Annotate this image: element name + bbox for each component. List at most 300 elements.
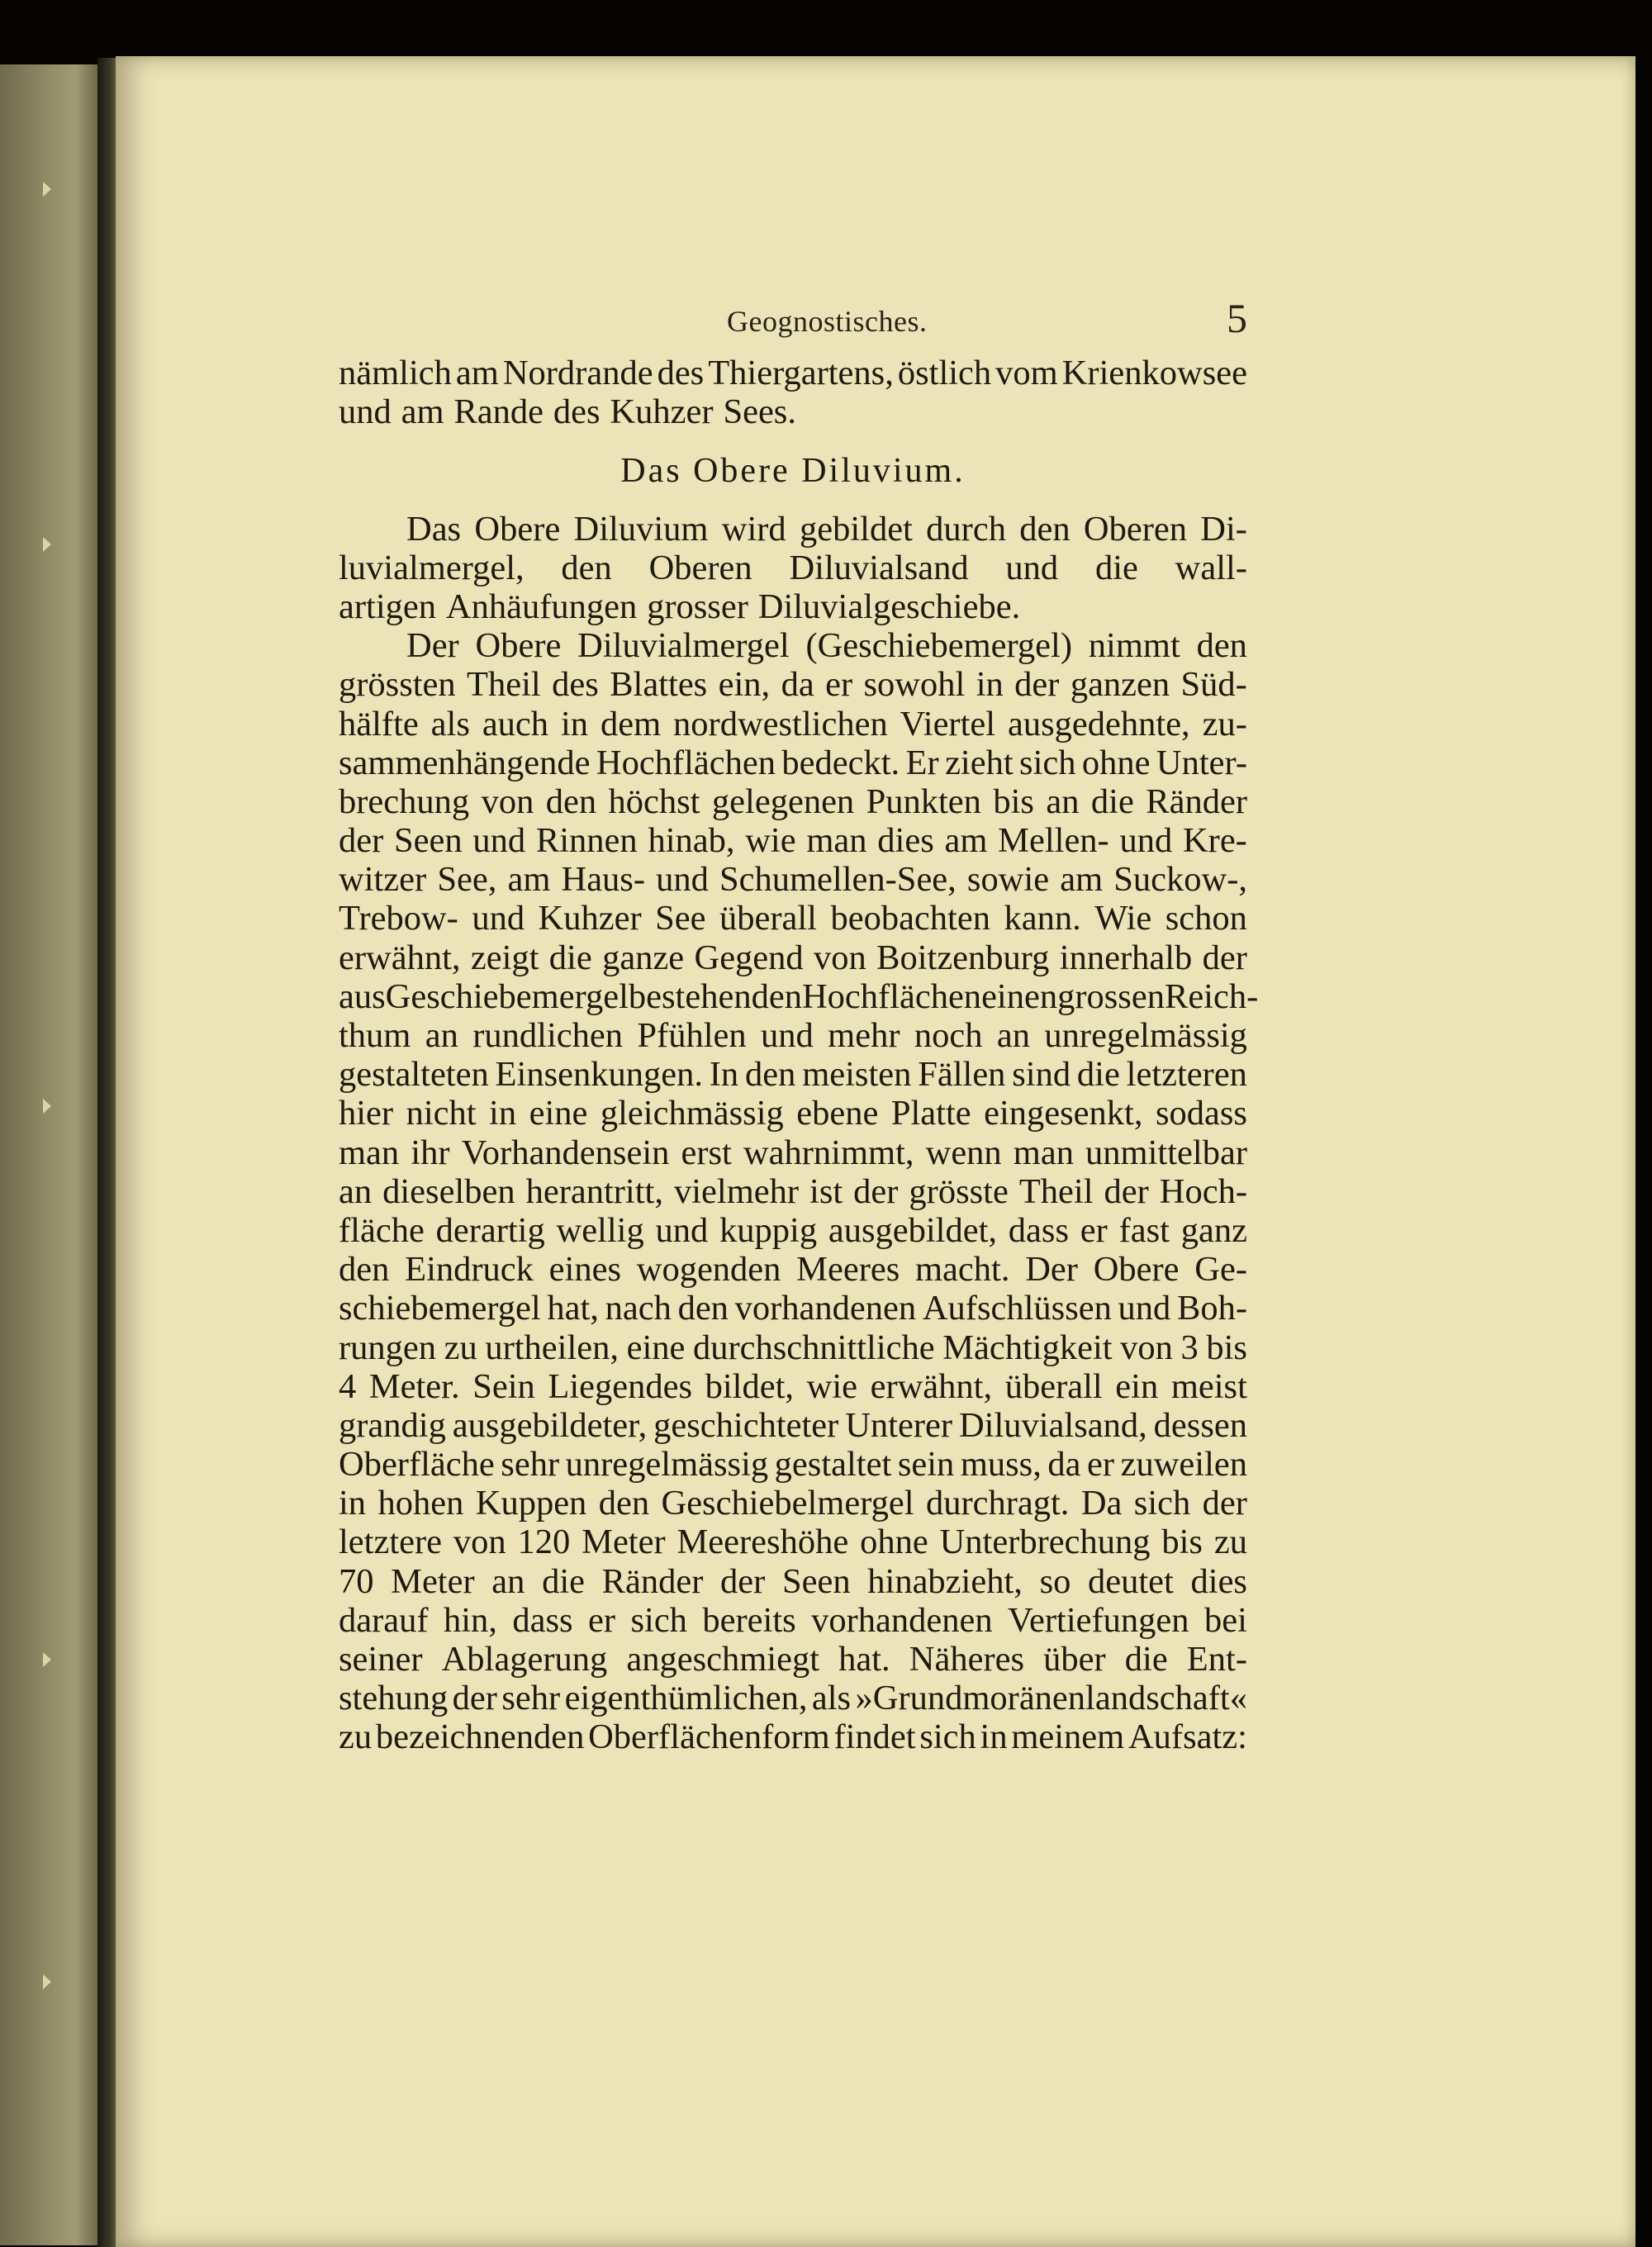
word: Das — [406, 509, 462, 549]
word: und — [472, 899, 525, 938]
word: der — [1014, 665, 1060, 705]
word: Kuppen — [475, 1484, 587, 1523]
word: nach — [605, 1289, 672, 1328]
word: wogenden — [636, 1250, 781, 1290]
word: Vorhandensein — [461, 1133, 670, 1172]
text-line — [339, 549, 1247, 587]
word: wie — [806, 1366, 857, 1406]
word: urtheilen, — [485, 1328, 619, 1367]
word: die — [548, 938, 592, 977]
word: den — [598, 1484, 650, 1523]
word: bezeichnenden — [375, 1717, 585, 1757]
text-line — [339, 1679, 1247, 1717]
word: ganz — [1180, 1210, 1247, 1250]
word: den — [339, 1250, 390, 1290]
word: sind — [1012, 1055, 1071, 1095]
word: Suckow-, — [1113, 860, 1247, 900]
word: Platte — [890, 1094, 971, 1133]
word: durch — [926, 509, 1006, 549]
word: hin, — [443, 1600, 497, 1640]
word: Meter — [582, 1523, 666, 1562]
word: geschichteter — [653, 1405, 839, 1445]
word: ausgebildet, — [828, 1210, 998, 1250]
word: des — [552, 665, 599, 705]
word: und — [339, 392, 392, 432]
word: Thiergartens, — [708, 354, 894, 392]
word: eigenthümlichen, — [564, 1679, 808, 1718]
word: Oberen — [648, 548, 752, 587]
word: erwähnt, — [339, 938, 461, 977]
word: vorhandenen — [811, 1600, 993, 1640]
text-line — [339, 1406, 1247, 1445]
word: sich — [919, 1717, 976, 1757]
text-line — [339, 354, 1247, 392]
word: Ent- — [1186, 1640, 1247, 1679]
word: sowie — [966, 860, 1050, 900]
word: Liegendes — [548, 1366, 693, 1406]
word: Hochflächen — [801, 976, 982, 1016]
word: und — [1118, 1289, 1171, 1328]
word: hinab, — [648, 821, 735, 861]
word: Kre- — [1182, 821, 1247, 861]
word: angeschmiegt — [626, 1640, 820, 1679]
word: eines — [548, 1250, 621, 1290]
word: den — [745, 1055, 796, 1095]
word: Punkten — [866, 781, 981, 821]
text-line — [339, 1367, 1247, 1406]
word: von — [814, 938, 866, 977]
word: man — [1013, 1133, 1074, 1172]
word: und — [1005, 548, 1059, 587]
word: Sees. — [723, 392, 796, 432]
word: Meeres — [796, 1250, 900, 1290]
word: sich — [630, 1600, 687, 1640]
word: Kuhzer — [538, 899, 642, 938]
word: den — [545, 781, 597, 821]
word: den — [1196, 626, 1247, 666]
word: Da — [1080, 1484, 1123, 1523]
word: Diluvialgeschiebe. — [757, 587, 1021, 626]
text-line — [339, 392, 1247, 431]
word: hohen — [377, 1484, 464, 1523]
word: zuweilen — [1120, 1445, 1247, 1485]
word: des — [657, 354, 705, 392]
word: am — [1060, 860, 1104, 900]
word: rungen — [339, 1328, 437, 1367]
word: Unterer — [845, 1405, 953, 1445]
word: Fällen — [918, 1055, 1006, 1095]
word: darauf — [339, 1600, 429, 1640]
text-line — [339, 976, 1259, 1016]
word: durchschnittliche — [692, 1328, 935, 1367]
word: man — [339, 1133, 400, 1172]
word: er — [1080, 1210, 1108, 1250]
word: grandig — [339, 1405, 446, 1445]
word: grosser — [647, 587, 748, 626]
word: Nordrande — [502, 354, 653, 392]
word: grössten — [339, 665, 456, 705]
word: und — [761, 1016, 814, 1055]
word: Rinnen — [535, 821, 638, 861]
word: ohne — [1081, 743, 1151, 782]
paragraph-1 — [339, 510, 1247, 627]
word: innerhalb — [1059, 938, 1193, 977]
word: dass — [512, 1600, 573, 1640]
word: Obere — [475, 626, 562, 666]
word: bestehenden — [628, 976, 802, 1016]
text-line — [339, 1289, 1247, 1328]
word: sammenhängende — [339, 743, 591, 782]
word: die — [1124, 1640, 1168, 1679]
text-line — [339, 1211, 1247, 1250]
text-line — [339, 821, 1247, 860]
word: am — [401, 392, 444, 432]
word: die — [1076, 1055, 1120, 1095]
word: zu — [444, 1328, 477, 1367]
word: nordwestlichen — [673, 704, 888, 743]
word: Mächtigkeit — [942, 1328, 1113, 1367]
word: Hoch- — [1159, 1171, 1247, 1211]
word: See, — [437, 860, 497, 900]
text-line — [339, 1250, 1247, 1289]
word: Sein — [472, 1366, 535, 1406]
word: sein — [897, 1445, 955, 1485]
word: unmittelbar — [1085, 1133, 1247, 1172]
paragraph-2 — [339, 626, 1259, 1757]
word: Geschiebemergel — [385, 976, 629, 1016]
word: Er — [905, 743, 939, 782]
word: hat, — [547, 1289, 599, 1328]
word: witzer — [339, 860, 427, 900]
word: unregelmässig — [1044, 1016, 1247, 1055]
word: erst — [681, 1133, 732, 1172]
word: ein — [1115, 1366, 1159, 1406]
word: sodass — [1155, 1094, 1247, 1133]
word: Boitzenburg — [876, 938, 1050, 977]
word: Mellen- — [998, 821, 1109, 861]
word: Haus- — [561, 860, 645, 900]
word: gleichmässig — [600, 1094, 784, 1133]
word: herantritt, — [525, 1171, 663, 1211]
word: gelegenen — [711, 781, 855, 821]
page-header — [339, 289, 1247, 347]
word: ganze — [602, 938, 685, 977]
word: die — [1090, 781, 1134, 821]
word: des — [553, 392, 601, 432]
word: kuppig — [719, 1210, 818, 1250]
word: der — [452, 1679, 497, 1718]
word: bedeckt. — [781, 743, 900, 782]
word: über — [1043, 1640, 1106, 1679]
word: zu — [339, 1717, 373, 1757]
word: »Grundmoränenlandschaft« — [855, 1679, 1247, 1718]
word: überall — [719, 899, 817, 938]
word: Aufsatz: — [1127, 1717, 1247, 1757]
word: und — [656, 860, 709, 900]
word: Der — [1025, 1250, 1078, 1290]
word: höchst — [608, 781, 700, 821]
word: östlich — [897, 354, 992, 392]
word: ihr — [411, 1133, 450, 1172]
word: letztere — [339, 1523, 443, 1562]
word: Meter. — [368, 1366, 460, 1406]
word: Unterbrechung — [939, 1523, 1151, 1562]
word: hier — [339, 1094, 394, 1133]
word: macht. — [915, 1250, 1010, 1290]
word: bildet, — [705, 1366, 795, 1406]
word: eine — [626, 1328, 686, 1367]
word: von — [1120, 1328, 1173, 1367]
word: In — [709, 1055, 739, 1095]
word: der — [720, 1561, 766, 1601]
word: in — [560, 704, 589, 743]
word: nämlich — [339, 354, 452, 392]
word: und — [655, 1210, 709, 1250]
word: kann. — [1004, 899, 1081, 938]
word: Anhäufungen — [445, 587, 638, 626]
word: da — [781, 665, 814, 705]
word: dem — [600, 704, 662, 743]
word: zeigt — [470, 938, 539, 977]
word: vielmehr — [673, 1171, 800, 1211]
word: meisten — [802, 1055, 912, 1095]
word: den — [677, 1289, 729, 1328]
word: 120 — [517, 1523, 571, 1562]
word: Diluvialmergel — [577, 626, 790, 666]
word: Meter — [391, 1561, 475, 1601]
word: wall- — [1175, 548, 1247, 587]
word: durchragt. — [925, 1484, 1070, 1523]
word: am — [455, 354, 499, 392]
text-line — [339, 860, 1247, 899]
text-line — [339, 705, 1247, 743]
text-line — [339, 1717, 1247, 1756]
word: Pfühlen — [637, 1016, 747, 1055]
word: Oberflächenform — [588, 1717, 830, 1757]
word: schiebemergel — [339, 1289, 541, 1328]
word: und — [1119, 821, 1173, 861]
word: Oberen — [1083, 509, 1187, 549]
word: 4 — [339, 1366, 357, 1406]
word: Wie — [1094, 899, 1152, 938]
word: gestalteten — [339, 1055, 489, 1095]
word: an — [339, 1171, 373, 1211]
word: an — [425, 1016, 458, 1055]
word: 3 — [1180, 1328, 1199, 1367]
word: den — [1019, 509, 1070, 549]
word: ohne — [860, 1523, 928, 1562]
left-page-edge — [0, 64, 107, 2245]
word: dies — [1190, 1561, 1247, 1601]
text-line — [339, 782, 1247, 821]
body-text — [339, 354, 1259, 1757]
word: Theil — [1018, 1171, 1094, 1211]
word: Obere — [1093, 1250, 1180, 1290]
word: Aufschlüssen — [922, 1289, 1112, 1328]
text-line — [339, 1055, 1247, 1094]
word: wenn — [925, 1133, 1002, 1172]
word: Obere — [474, 509, 561, 549]
word: am — [507, 860, 551, 900]
word: meinem — [1011, 1717, 1125, 1757]
word: grösste — [909, 1171, 1009, 1211]
word: sehr — [501, 1445, 560, 1485]
word: fläche — [339, 1210, 425, 1250]
word: Eindruck — [405, 1250, 534, 1290]
word: wahrnimmt, — [743, 1133, 914, 1172]
word: so — [1039, 1561, 1071, 1601]
word: an — [996, 1016, 1031, 1055]
word: dieselben — [382, 1171, 515, 1211]
word: eine — [529, 1094, 588, 1133]
word: Theil — [467, 665, 541, 705]
word: Di- — [1200, 509, 1247, 549]
word: ausgedehnte, — [1008, 704, 1190, 743]
word: rundlichen — [472, 1016, 624, 1055]
word: er — [1087, 1445, 1115, 1485]
word: Rande — [453, 392, 544, 432]
word: am — [944, 821, 988, 861]
word: dies — [877, 821, 934, 861]
word: Ränder — [601, 1561, 704, 1601]
word: artigen — [339, 587, 436, 626]
word: die — [542, 1561, 585, 1601]
word: in — [489, 1094, 517, 1133]
word: Diluvialsand, — [958, 1405, 1147, 1445]
word: in — [976, 665, 1004, 705]
running-head: Geognostisches. — [727, 305, 928, 338]
word: Hochflächen — [596, 743, 776, 782]
word: schon — [1165, 899, 1247, 938]
text-line — [339, 1133, 1247, 1172]
word: mehr — [828, 1016, 900, 1055]
word: Einsenkungen. — [495, 1055, 703, 1095]
text-line — [339, 587, 1247, 626]
word: bis — [1206, 1328, 1247, 1367]
text-line — [339, 743, 1247, 782]
word: Diluvialsand — [789, 548, 969, 587]
word: findet — [833, 1717, 916, 1757]
text-line — [339, 1328, 1247, 1367]
word: ausgebildeter, — [452, 1405, 648, 1445]
word: Ränder — [1146, 781, 1247, 821]
word: bei — [1203, 1600, 1247, 1640]
word: seiner — [339, 1640, 423, 1679]
word: stehung — [339, 1679, 449, 1718]
word: Kuhzer — [610, 392, 714, 432]
text-line — [339, 1016, 1247, 1055]
word: noch — [914, 1016, 983, 1055]
word: der — [1202, 938, 1247, 977]
word: thum — [339, 1016, 411, 1055]
word: an — [1046, 781, 1080, 821]
word: hat. — [838, 1640, 890, 1679]
section-heading: Das Obere Diluvium. — [620, 452, 966, 491]
word: 70 — [339, 1561, 374, 1601]
word: Reich- — [1164, 976, 1259, 1016]
word: nicht — [406, 1094, 477, 1133]
word: aus — [339, 976, 386, 1016]
word: Näheres — [909, 1640, 1025, 1679]
text-line — [339, 1094, 1247, 1133]
text-line — [339, 899, 1247, 938]
word: sehr — [501, 1679, 561, 1718]
word: Unter- — [1156, 743, 1247, 782]
word: und — [472, 821, 526, 861]
word: fast — [1118, 1210, 1170, 1250]
text-line — [339, 1562, 1247, 1601]
word: zieht — [945, 743, 1014, 782]
text-line — [339, 1601, 1247, 1640]
text-line — [339, 1484, 1247, 1523]
word: bis — [993, 781, 1034, 821]
word: Süd- — [1180, 665, 1247, 705]
text-line — [339, 1445, 1247, 1484]
word: als — [430, 704, 470, 743]
text-line — [339, 1172, 1247, 1211]
word: als — [811, 1679, 852, 1718]
word: überall — [1004, 1366, 1103, 1406]
word: Ablagerung — [441, 1640, 608, 1679]
word: ist — [809, 1171, 843, 1211]
word: man — [806, 821, 867, 861]
word: von — [481, 781, 534, 821]
word: Seen — [394, 821, 463, 861]
word: dass — [1008, 1210, 1069, 1250]
word: Seen — [781, 1561, 851, 1601]
word: Ge- — [1194, 1250, 1247, 1290]
word: ebene — [796, 1094, 879, 1133]
text-line — [339, 626, 1247, 665]
word: sich — [1019, 743, 1076, 782]
text-line — [339, 1523, 1247, 1561]
word: vorhandenen — [734, 1289, 917, 1328]
word: er — [588, 1600, 616, 1640]
word: da — [1047, 1445, 1081, 1485]
text-line — [339, 938, 1247, 977]
word: brechung — [339, 781, 470, 821]
word: sich — [1133, 1484, 1191, 1523]
text-line — [339, 665, 1247, 704]
word: eingesenkt, — [984, 1094, 1143, 1133]
word: Blattes — [610, 665, 708, 705]
word: der — [853, 1171, 899, 1211]
word: Oberfläche — [339, 1445, 495, 1485]
word: erwähnt, — [870, 1366, 993, 1406]
word: Boh- — [1177, 1289, 1247, 1328]
word: meist — [1170, 1366, 1247, 1406]
word: einen — [981, 976, 1058, 1016]
word: den — [561, 548, 612, 587]
word: gebildet — [799, 509, 913, 549]
word: deutet — [1088, 1561, 1174, 1601]
word: vom — [995, 354, 1058, 392]
text-line — [339, 1640, 1247, 1679]
word: zu- — [1202, 704, 1247, 743]
word: zu — [1213, 1523, 1247, 1562]
word: auch — [482, 704, 549, 743]
text-block-continuation — [339, 354, 1247, 431]
word: wellig — [556, 1210, 644, 1250]
word: gestaltet — [774, 1445, 892, 1485]
word: hinabzieht, — [867, 1561, 1023, 1601]
page-number: 5 — [1227, 295, 1247, 341]
word: der — [1202, 1484, 1247, 1523]
text-line — [339, 510, 1247, 549]
word: Schumellen-See, — [719, 860, 957, 900]
word: Geschiebelmergel — [661, 1484, 914, 1523]
word: bis — [1161, 1523, 1203, 1562]
